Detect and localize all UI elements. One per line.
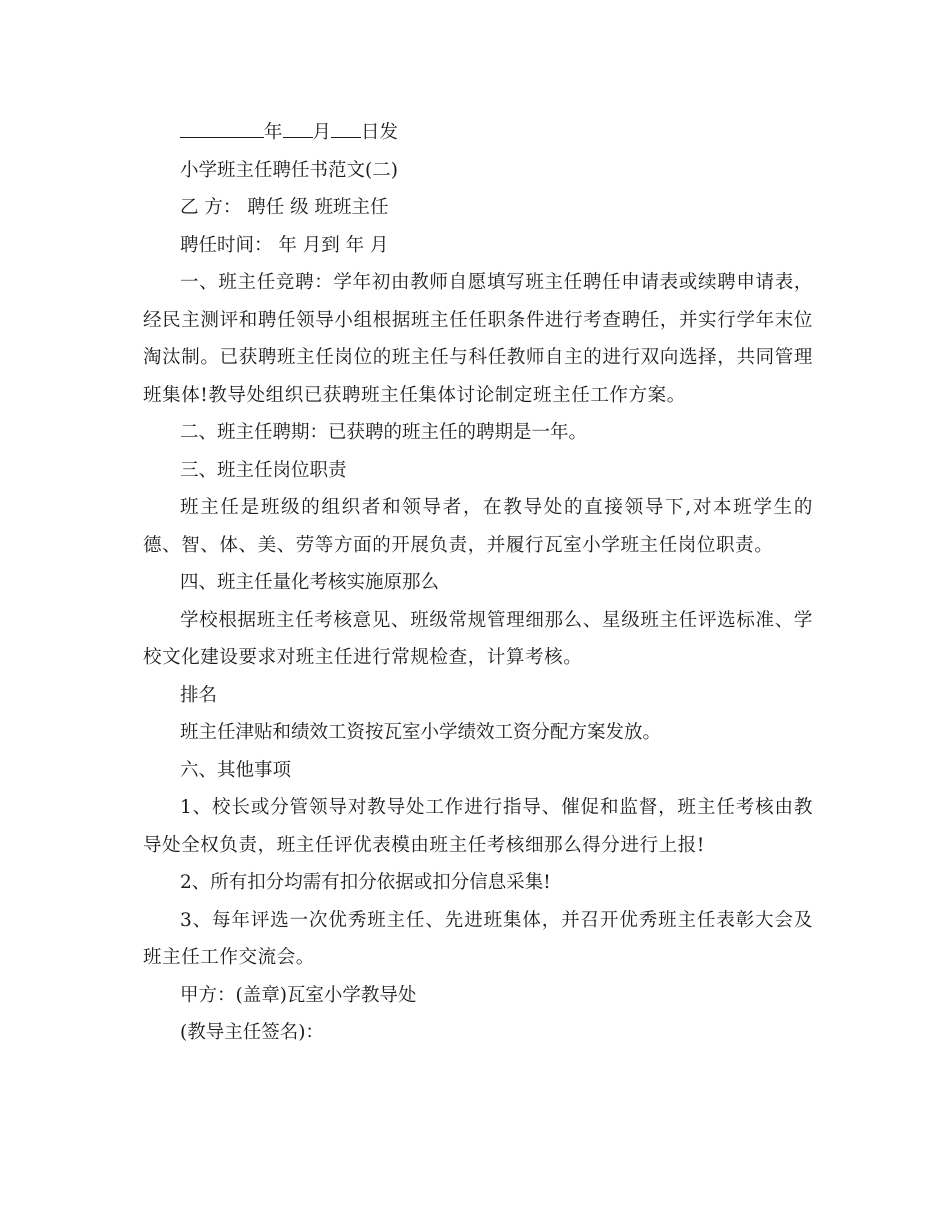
item-1-paragraph: 1、校长或分管领导对教导处工作进行指导、催促和监督，班主任考核由教导处全权负责，班主任评优表模由班主任考核细那么得分进行上报!	[143, 797, 813, 856]
signature-line: (教导主任签名)：	[180, 1022, 324, 1043]
document-body	[143, 114, 813, 1052]
section-4-body: 学校根据班主任考核意见、班级常规管理细那么、星级班主任评选标准、学校文化建设要求对班主任进行常规检查，计算考核。	[143, 609, 813, 668]
issue-date-line	[143, 114, 813, 152]
document-title: 小学班主任聘任书范文(二)	[180, 159, 398, 181]
section-3-body: 班主任是班级的组织者和领导者，在教导处的直接领导下,对本班学生的德、智、体、美、劳等方面的开展负责，并履行瓦室小学班主任岗位职责。	[143, 497, 813, 556]
party-a-line: 甲方：(盖章)瓦室小学教导处	[180, 984, 417, 1006]
day-blank	[331, 119, 361, 138]
section-3-heading: 三、班主任岗位职责	[180, 459, 347, 481]
appointment-term-line: 聘任时间： 年 月到 年 月	[180, 234, 389, 256]
section-6-heading: 六、其他事项	[180, 759, 292, 781]
pay-paragraph: 班主任津贴和绩效工资按瓦室小学绩效工资分配方案发放。	[180, 722, 662, 743]
year-blank	[180, 119, 264, 138]
item-3-paragraph: 3、每年评选一次优秀班主任、先进班集体，并召开优秀班主任表彰大会及班主任工作交流会。	[143, 909, 813, 968]
section-1-paragraph: 一、班主任竞聘：学年初由教师自愿填写班主任聘任申请表或续聘申请表，经民主测评和聘任领导小组根据班主任任职条件进行考查聘任，并实行学年末位淘汰制。已获聘班主任岗位的班主任与科任教师自主的进行双向选择，共同管理班集体!教导处组织已获聘班主任集体讨论制定班主任工作方案。	[143, 272, 813, 406]
day-issued-label: 日发	[361, 122, 399, 143]
item-2-paragraph: 2、所有扣分均需有扣分依据或扣分信息采集!	[180, 872, 551, 893]
ranking-heading: 排名	[180, 684, 218, 706]
month-label: 月	[312, 122, 332, 143]
party-b-line: 乙 方： 聘任 级 班班主任	[180, 197, 389, 218]
section-4-heading: 四、班主任量化考核实施原那么	[180, 572, 440, 593]
month-blank	[283, 119, 313, 138]
year-label: 年	[264, 122, 283, 143]
section-2-paragraph: 二、班主任聘期：已获聘的班主任的聘期是一年。	[180, 422, 588, 443]
